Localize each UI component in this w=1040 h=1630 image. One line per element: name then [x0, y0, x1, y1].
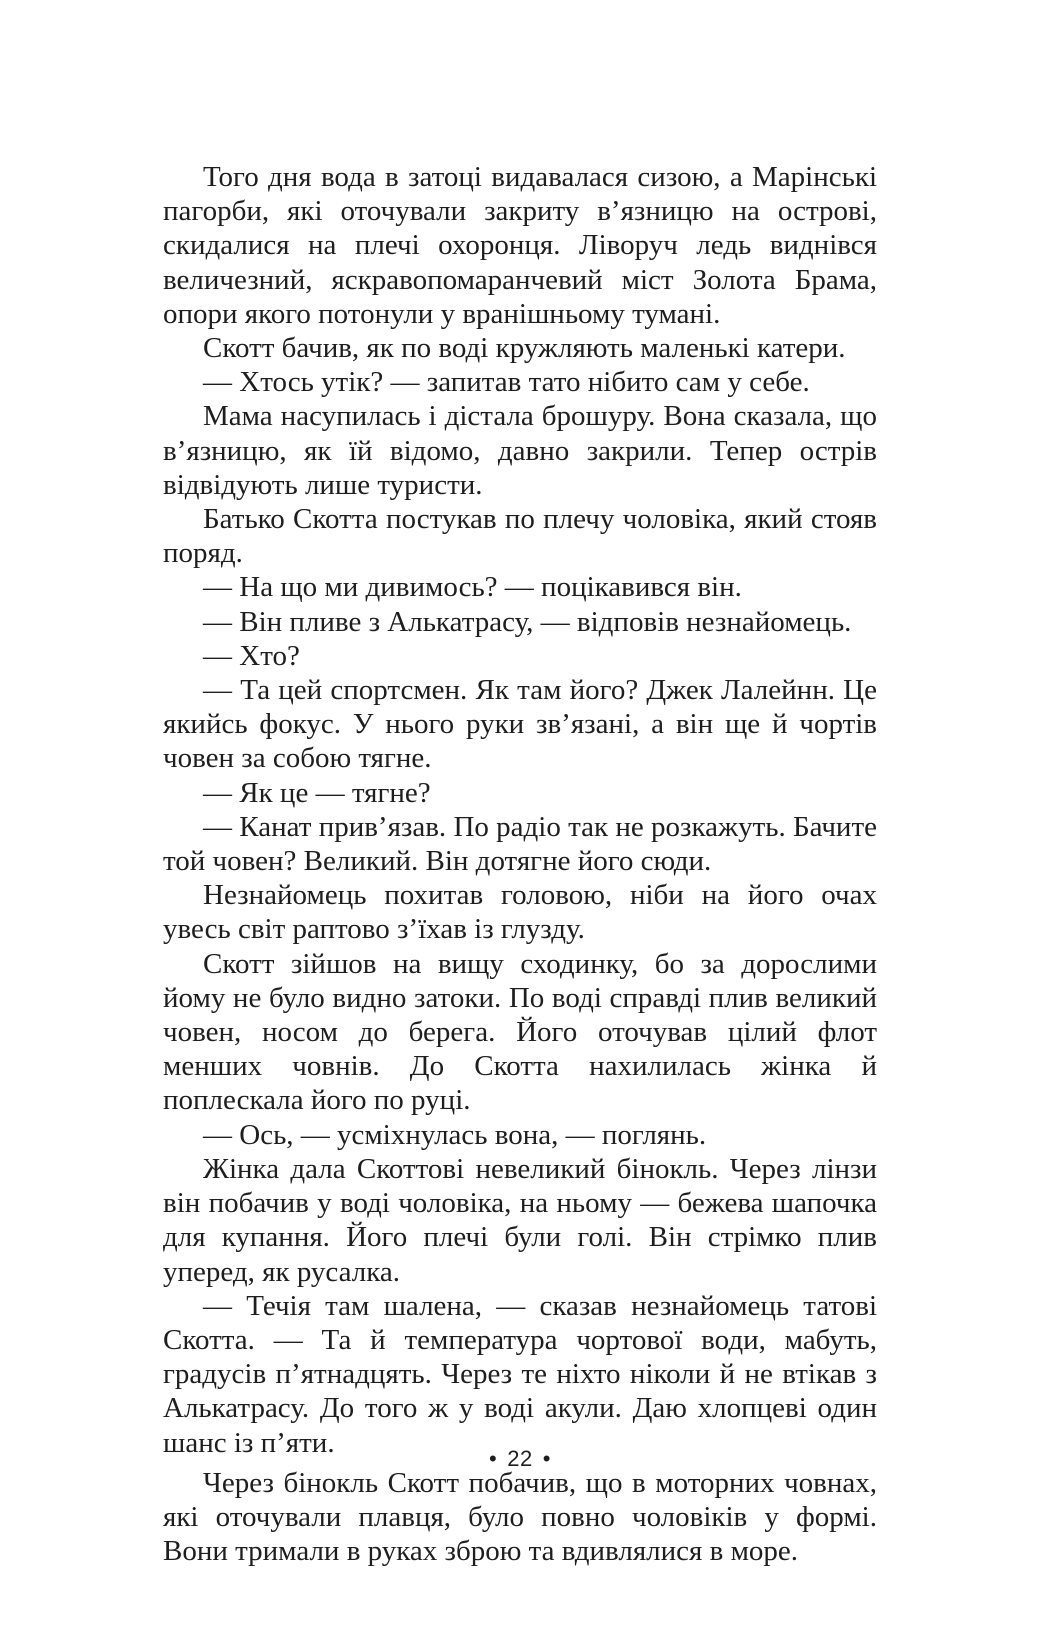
paragraph: Батько Скотта постукав по плечу чоловіка, який стояв поряд.	[163, 503, 877, 570]
paragraph: — Він пливе з Алькатрасу, — відповів незнайомець.	[203, 605, 852, 638]
paragraph: — Та цей спортсмен. Як там його? Джек Лалейнн. Це якийсь фокус. У нього руки зв’язані, а він ще й чортів човен за собою тягне.	[163, 674, 877, 775]
paragraph: — На що ми дивимось? — поцікавився він.	[203, 571, 742, 604]
paragraph: Скотт зійшов на вищу сходинку, бо за дорослими йому не було видно затоки. По воді справді плив великий човен, носом до берега. Його оточував цілий флот менших човнів. До Скотта нахилилась жінка й поплескала його по руці.	[163, 947, 877, 1117]
paragraph: Того дня вода в затоці видавалася сизою, а Марінські пагорби, які оточували закриту в’язницю на острові, скидалися на плечі охоронця. Ліворуч ледь виднівся величезний, яскравопомаранчевий міст Золота Брама, опори якого потонули у вранішньому тумані.	[163, 161, 877, 330]
paragraph: Скотт бачив, як по воді кружляють маленькі катери.	[203, 332, 846, 365]
bullet-left: •	[489, 1446, 498, 1471]
paragraph: — Течія там шалена, — сказав незнайомець татові Скотта. — Та й температура чортової води, мабуть, градусів п’ятнадцять. Через те ніхто ніколи й не втікав з Алькатрасу. До того ж у воді акули. Даю хлопцеві один шанс із п’яти.	[163, 1289, 877, 1459]
paragraph: — Ось, — усміхнулась вона, — поглянь.	[203, 1118, 707, 1151]
paragraph: Через бінокль Скотт побачив, що в моторних човнах, які оточували плавця, було повно чоловіків у формі. Вони тримали в руках зброю та вдивлялися в море.	[163, 1466, 877, 1568]
paragraph: Жінка дала Скоттові невеликий бінокль. Через лінзи він побачив у воді чоловіка, на ньому — бежева шапочка для купання. Його плечі були голі. Він стрімко плив уперед, як русалка.	[163, 1152, 877, 1288]
paragraph: — Хтось утік? — запитав тато нібито сам у себе.	[203, 366, 810, 399]
paragraph: — Хто?	[203, 639, 300, 672]
body-text	[163, 160, 877, 1568]
paragraph: Мама насупилась і дістала брошуру. Вона сказала, що в’язницю, як їй відомо, давно закрили. Тепер острів відвідують лише туристи.	[163, 400, 877, 501]
bullet-right: •	[542, 1446, 551, 1471]
paragraph: — Як це — тягне?	[203, 776, 431, 809]
page-number-value: 22	[507, 1446, 533, 1471]
page-number	[0, 1446, 1040, 1472]
paragraph: Незнайомець похитав головою, ніби на його очах увесь світ раптово з’їхав із глузду.	[163, 879, 877, 946]
paragraph: — Канат прив’язав. По радіо так не розкажуть. Бачите той човен? Великий. Він дотягне його сюди.	[163, 810, 877, 878]
